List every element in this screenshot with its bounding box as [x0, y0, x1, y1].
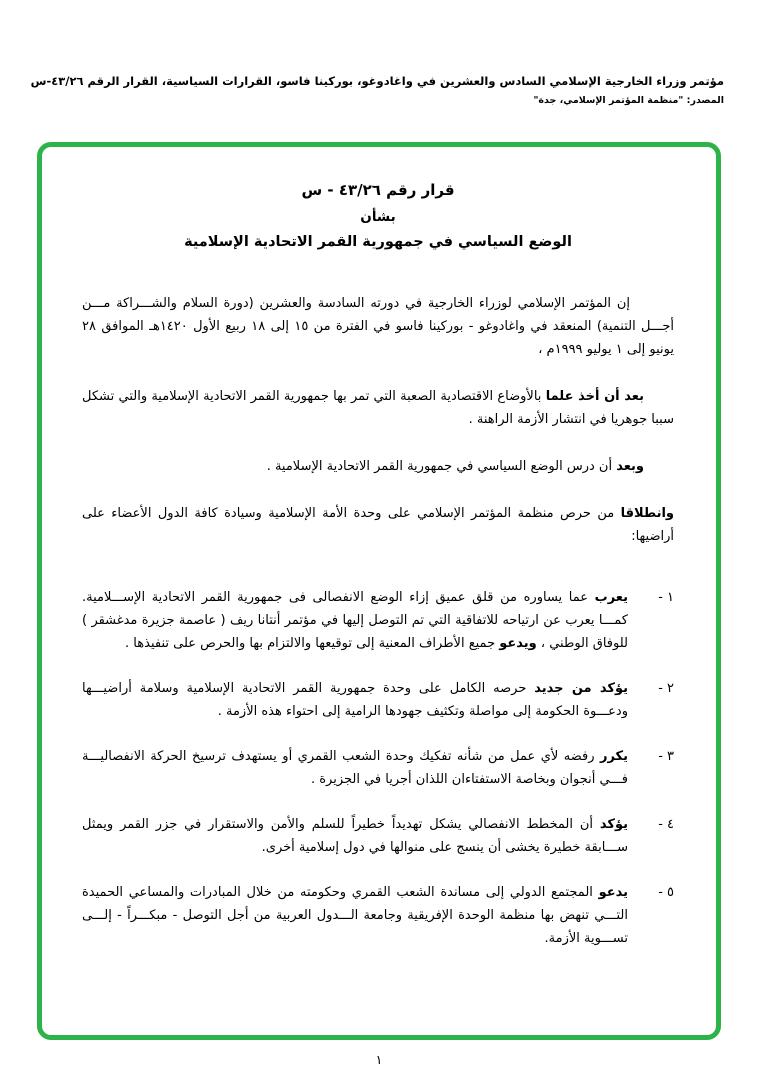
resolution-subject-title: الوضع السياسي في جمهورية القمر الاتحادية الإسلامية [184, 234, 572, 250]
paragraph-text: إن المؤتمر الإسلامي لوزراء الخارجية في دورته السادسة والعشرين (دورة السلام والشـــراكة مـــن أجـــل التنمية) المنعقد في واغادوغو - بوركينا فاسو في الفترة من ١٥ إلى ١٨ ربيع الأول ١٤٢٠هـ الموافق ٢٨ يونيو إلى ١ يوليو ١٩٩٩م ، [82, 296, 674, 357]
resolution-items-list [82, 586, 674, 950]
item-number: ٥ - [658, 885, 674, 900]
resolution-item-3 [82, 745, 674, 791]
resolution-item-2 [82, 677, 674, 723]
paragraph-lead: وبعد [616, 459, 644, 474]
resolution-regarding-label: بشأن [360, 209, 396, 225]
item-body-text: جميع الأطراف المعنية إلى توقيعها والالتزام بها والحرص على تنفيذها . [125, 636, 500, 651]
item-number: ٣ - [658, 749, 674, 764]
resolution-item-4 [82, 813, 674, 859]
paragraph-session-intro [82, 292, 674, 361]
paragraph-text: بالأوضاع الاقتصادية الصعبة التي تمر بها جمهورية القمر الاتحادية الإسلامية والتي تشكل سببا جوهريا في انتشار الأزمة الراهنة . [82, 389, 674, 427]
item-lead-word: يؤكد من جديد [534, 681, 628, 696]
item-lead-word: يدعو [598, 885, 628, 900]
paragraph-having-studied [82, 455, 674, 478]
resolution-item-1 [82, 586, 674, 655]
item-text [82, 745, 628, 791]
item-body-text: حرصه الكامل على وحدة جمهورية القمر الاتحادية الإسلامية وسلامة أراضيـــها ودعـــوة الحكومة إلى مواصلة وتكثيف جهودها الرامية إلى احتواء هذه الأزمة . [82, 681, 628, 719]
item-text [82, 586, 628, 655]
item-text [82, 813, 628, 859]
item-bold-word: ويدعو [499, 636, 537, 651]
paragraph-text: من حرص منظمة المؤتمر الإسلامي على وحدة الأمة الإسلامية وسيادة كافة الدول الأعضاء على أراضيها: [82, 506, 674, 544]
paragraph-lead: وانطلاقا [620, 506, 674, 521]
document-header [30, 74, 724, 106]
page-number: ١ [375, 1052, 383, 1067]
paragraph-lead: بعد أن أخذ علما [545, 389, 645, 404]
item-text [82, 881, 628, 950]
item-lead-word: يؤكد [599, 817, 628, 832]
item-body-text: أن المخطط الانفصالي يشكل تهديداً خطيراً للسلم والأمن والاستقرار في جزر القمر ويمثل ســـابقة خطيرة يخشى أن ينسج على منوالها في دول إسلامية أخرى. [82, 817, 628, 855]
resolution-item-5 [82, 881, 674, 950]
item-lead-word: يكرر [599, 749, 628, 764]
paragraph-text: أن درس الوضع السياسي في جمهورية القمر الاتحادية الإسلامية . [266, 459, 617, 474]
item-number: ٤ - [658, 817, 674, 832]
item-text [82, 677, 628, 723]
item-body-text: عما يساوره من قلق عميق إزاء الوضع الانفصالى فى جمهورية القمر الاتحادية الإســـلامية. كمـــا يعرب عن ارتياحه للاتفاقية التي تم التوصل إليها في مؤتمر أنتانا ريف ( عاصمة جزيرة مدغشقر ) للوفاق الوطني ، [82, 590, 628, 651]
item-lead-word: يعرب [594, 590, 628, 605]
paragraph-proceeding-from [82, 502, 674, 548]
header-reference-line: مؤتمر وزراء الخارجية الإسلامي السادس والعشرين في واغادوغو، بوركينا فاسو، القرارات السياسية، القرار الرقم ٤٣/٢٦-س [30, 74, 724, 88]
resolution-frame [37, 142, 721, 1040]
item-number: ١ - [658, 590, 674, 605]
item-body-text: رفضه لأي عمل من شأنه تفكيك وحدة الشعب القمري أو يستهدف ترسيخ الحركة الانفصاليـــة فـــي أنجوان وبخاصة الاستفتاءان اللذان أجريا في الجزيرة . [82, 749, 628, 787]
item-body-text: المجتمع الدولي إلى مساندة الشعب القمري وحكومته من خلال المبادرات والمساعي الحميدة التـــي تنهض بها منظمة الوحدة الإفريقية وجامعة الـــدول العربية من أجل التوصل - مبكـــراً - إلـــى تســـوية الأزمة. [82, 885, 628, 946]
header-source-line: المصدر: "منظمة المؤتمر الإسلامي، جدة" [533, 95, 724, 106]
item-number: ٢ - [658, 681, 674, 696]
resolution-number-title: قرار رقم ٤٣/٢٦ - س [301, 181, 455, 199]
paragraph-having-noted [82, 385, 674, 431]
